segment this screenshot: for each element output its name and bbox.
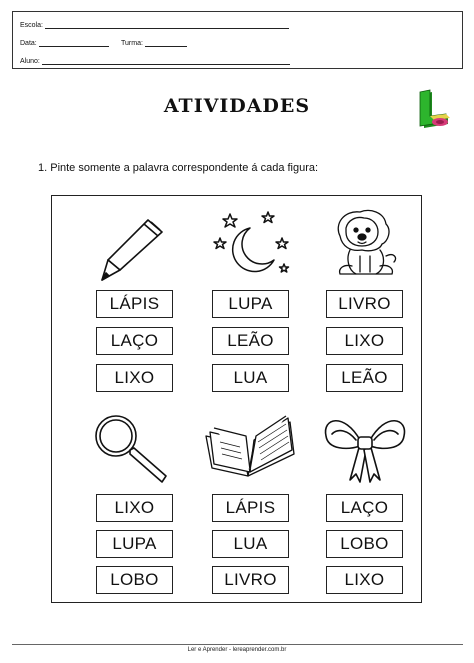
student-label: Aluno: <box>20 58 40 65</box>
school-label: Escola: <box>20 22 43 29</box>
date-label: Data: <box>20 40 37 47</box>
word-option[interactable]: LIXO <box>96 494 173 522</box>
pencil-icon <box>98 212 170 284</box>
date-input-line[interactable] <box>39 39 109 47</box>
student-input-line[interactable] <box>42 57 290 65</box>
word-option[interactable]: LOBO <box>96 566 173 594</box>
instruction-text: 1. Pinte somente a palavra correspondente á cada figura: <box>38 162 319 174</box>
word-option[interactable]: LIVRO <box>326 290 403 318</box>
class-label: Turma: <box>121 40 143 47</box>
magnifying-glass-icon <box>90 410 170 484</box>
lion-icon <box>330 206 402 280</box>
word-option[interactable]: LIXO <box>326 566 403 594</box>
date-field <box>20 39 109 47</box>
word-option[interactable]: LEÃO <box>326 364 403 392</box>
footer-divider <box>12 644 463 645</box>
student-info-box <box>12 11 463 69</box>
school-input-line[interactable] <box>45 21 289 29</box>
word-option[interactable]: LUPA <box>96 530 173 558</box>
word-option[interactable]: LAÇO <box>326 494 403 522</box>
footer-credit: Ler e Aprender - lereaprender.com.br <box>187 647 287 653</box>
word-option[interactable]: LÁPIS <box>212 494 289 522</box>
word-option[interactable]: LÁPIS <box>96 290 173 318</box>
word-option[interactable]: LIVRO <box>212 566 289 594</box>
moon-stars-icon <box>212 208 292 278</box>
word-option[interactable]: LEÃO <box>212 327 289 355</box>
page-title: ATIVIDADES <box>163 95 311 117</box>
class-field <box>121 39 187 47</box>
class-input-line[interactable] <box>145 39 187 47</box>
word-option[interactable]: LOBO <box>326 530 403 558</box>
open-book-icon <box>202 414 296 478</box>
word-option[interactable]: LUA <box>212 364 289 392</box>
word-option[interactable]: LUA <box>212 530 289 558</box>
word-option[interactable]: LUPA <box>212 290 289 318</box>
letter-l-icon <box>414 88 462 134</box>
school-field <box>20 21 289 29</box>
bow-icon <box>322 410 408 486</box>
word-option[interactable]: LIXO <box>326 327 403 355</box>
student-field <box>20 57 290 65</box>
word-option[interactable]: LAÇO <box>96 327 173 355</box>
word-option[interactable]: LIXO <box>96 364 173 392</box>
